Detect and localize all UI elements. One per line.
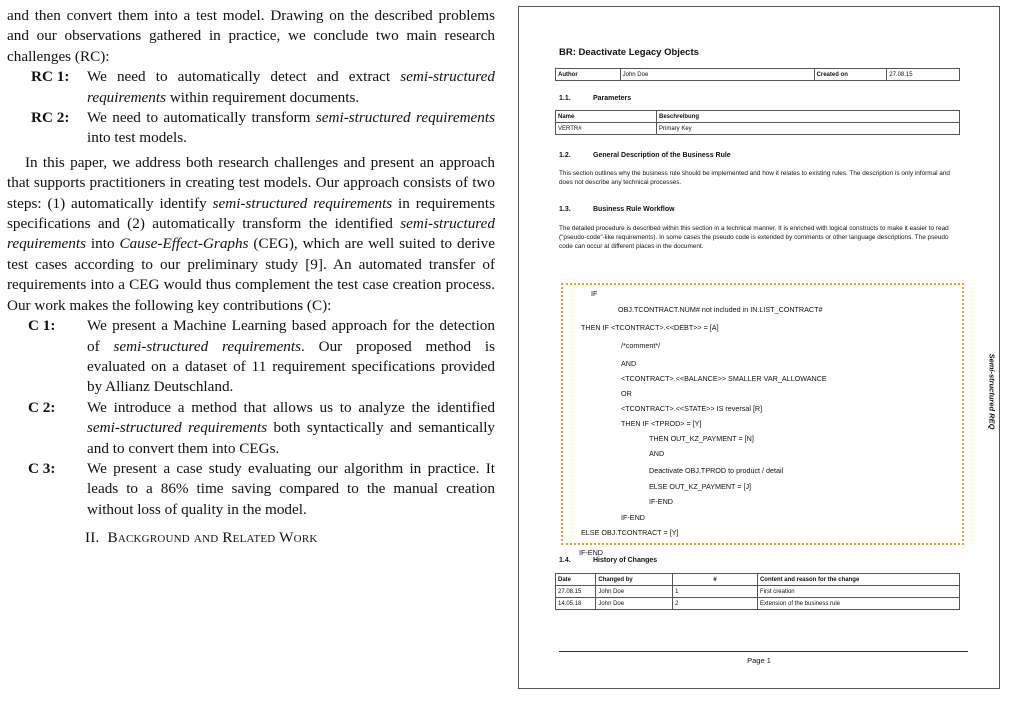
research-challenge-1 xyxy=(7,67,495,108)
heading-general-description xyxy=(559,152,731,159)
paragraph-approach xyxy=(7,153,495,316)
parameters-table xyxy=(555,110,960,135)
pseudo-code-box xyxy=(561,283,964,545)
code-line: THEN IF <TCONTRACT>.<<DEBT>> = [A] xyxy=(581,323,719,332)
figure-requirement-document xyxy=(518,6,1000,689)
author-label: Author xyxy=(556,69,621,81)
created-value: 27.08.15 xyxy=(887,69,960,81)
research-challenge-2 xyxy=(7,108,495,149)
code-line: ELSE OUT_KZ_PAYMENT = [J] xyxy=(649,482,752,491)
c2-text-b: both syntactically and semantically and to convert them into CEGs. xyxy=(87,419,496,457)
c2-label: C 2: xyxy=(28,398,56,416)
heading-history xyxy=(559,557,657,564)
history-cell: John Doe xyxy=(596,598,673,610)
history-row xyxy=(556,598,960,610)
code-line: ELSE OBJ.TCONTRACT = [Y] xyxy=(581,528,679,537)
author-value: John Doe xyxy=(620,69,814,81)
history-header: Content and reason for the change xyxy=(757,574,959,586)
rc1-text-b: within requirement documents. xyxy=(166,88,360,106)
history-header: Date xyxy=(556,574,596,586)
heading-number: 1.2. xyxy=(559,152,571,159)
rc1-text-a: We need to automatically detect and extract xyxy=(87,68,401,86)
history-cell: 14.05.18 xyxy=(556,598,596,610)
heading-text: General Description of the Business Rule xyxy=(593,152,731,159)
history-cell: Extension of the business rule xyxy=(757,598,959,610)
heading-text: History of Changes xyxy=(593,557,658,564)
c1-label: C 1: xyxy=(28,317,56,335)
rc2-text-b: into test models. xyxy=(87,129,187,147)
rc2-emphasis: semi-structured requirements xyxy=(315,109,496,127)
general-description-text: This section outlines why the business rule should be implemented and how it relates to existing rules. The description is only informal and does not describe any technical processes. xyxy=(559,170,950,186)
p2-emphasis-2: semi-structured requirements xyxy=(7,215,495,253)
p2-text-a: In this paper, we address both research challenges and present an approach that supports practitioners in creating test models. Our approach consists of two steps: (1) automatically identify xyxy=(7,153,495,212)
contribution-2 xyxy=(7,398,495,459)
code-line: IF xyxy=(591,289,598,298)
c2-emphasis: semi-structured requirements xyxy=(87,419,268,437)
paragraph-intro: and then convert them into a test model. Drawing on the described problems and our observations gathered in practice, we conclude two main research challenges (RC): xyxy=(7,7,495,65)
c1-text-b: . Our proposed method is evaluated on a dataset of 11 requirement specifications provided by Allianz Deutschland. xyxy=(87,337,495,396)
rc2-text-a: We need to automatically transform xyxy=(87,109,316,127)
heading-text: Parameters xyxy=(593,95,632,102)
rc1-label: RC 1: xyxy=(31,68,70,86)
code-line: AND xyxy=(621,359,637,368)
code-line: <TCONTRACT>.<<BALANCE>> SMALLER VAR_ALLOWANCE xyxy=(621,374,827,383)
c2-text-a: We introduce a method that allows us to analyze the identified xyxy=(87,398,495,416)
code-line: <TCONTRACT>.<<STATE>> IS reversal [R] xyxy=(621,404,763,413)
heading-number: 1.1. xyxy=(559,95,571,102)
heading-number: 1.4. xyxy=(559,557,571,564)
section-number: II. xyxy=(85,529,100,547)
code-line: OBJ.TCONTRACT.NUM# not included in IN.LIST_CONTRACT# xyxy=(618,305,823,314)
code-line: Deactivate OBJ.TPROD to product / detail xyxy=(649,466,784,475)
history-cell: 1 xyxy=(673,586,758,598)
workflow-text: The detailed procedure is described within this section in a technical manner. It is enriched with logical constructs to make it easier to read ("pseudo-code"-like requirements). In some cases the pseudo code is extended by comments or other language descriptions. The pseudo code can occur at different places in the document. xyxy=(559,225,949,250)
history-cell: 2 xyxy=(673,598,758,610)
p2-emphasis-3: Cause-Effect-Graphs xyxy=(119,235,249,253)
code-line: IF-END xyxy=(621,513,645,522)
history-cell: John Doe xyxy=(596,586,673,598)
history-table xyxy=(555,573,960,610)
footer-rule xyxy=(559,651,968,652)
contribution-1 xyxy=(7,316,495,398)
paper-text-column xyxy=(7,6,495,549)
heading-parameters xyxy=(559,95,631,102)
rc1-emphasis: semi-structured requirements xyxy=(87,68,495,106)
heading-number: 1.3. xyxy=(559,206,571,213)
metadata-table xyxy=(555,68,960,81)
created-label: Created on xyxy=(814,69,887,81)
param-name: VERTR# xyxy=(556,123,657,135)
rc2-label: RC 2: xyxy=(31,109,70,127)
code-line: /*comment*/ xyxy=(621,341,661,350)
c3-text: We present a case study evaluating our algorithm in practice. It leads to a 86% time saving compared to the manual creation without loss of quality in the model. xyxy=(87,459,495,518)
side-annotation xyxy=(962,307,1009,487)
heading-text: Business Rule Workflow xyxy=(593,206,675,213)
c3-label: C 3: xyxy=(28,459,56,477)
page-number: Page 1 xyxy=(747,656,771,665)
history-cell: 27.08.15 xyxy=(556,586,596,598)
section-title: Background and Related Work xyxy=(107,529,318,547)
code-line: THEN IF <TPROD> = [Y] xyxy=(621,419,702,428)
code-line: OR xyxy=(621,389,632,398)
code-line-last: IF-END xyxy=(579,548,603,557)
param-desc: Primary Key xyxy=(657,123,960,135)
c1-text-a: We present a Machine Learning based approach for the detection of xyxy=(87,317,495,355)
code-line: THEN OUT_KZ_PAYMENT = [N] xyxy=(649,434,754,443)
c1-emphasis: semi-structured requirements xyxy=(113,337,302,355)
heading-workflow xyxy=(559,206,675,213)
code-line: IF-END xyxy=(649,497,673,506)
p2-text-c: into xyxy=(86,235,120,253)
code-line: AND xyxy=(649,449,665,458)
history-header: # xyxy=(673,574,758,586)
p2-text-b: in requirements specifications and (2) automatically transform the identified xyxy=(7,194,495,233)
history-row xyxy=(556,586,960,598)
side-label: Semi-structured REQ xyxy=(987,353,997,430)
history-header: Changed by xyxy=(596,574,673,586)
history-cell: First creation xyxy=(757,586,959,598)
param-header-name: Name xyxy=(556,111,657,123)
p2-text-d: (CEG), which are well suited to derive test cases according to our preliminary study [9]. An automated transfer of requirements into a CEG would thus complement the test case creation process. Our work makes the following key contributions (C): xyxy=(7,235,495,314)
param-header-desc: Beschreibung xyxy=(657,111,960,123)
p2-emphasis-1: semi-structured requirements xyxy=(212,194,393,212)
document-title: BR: Deactivate Legacy Objects xyxy=(559,47,699,58)
section-heading xyxy=(7,528,495,548)
contribution-3 xyxy=(7,459,495,520)
